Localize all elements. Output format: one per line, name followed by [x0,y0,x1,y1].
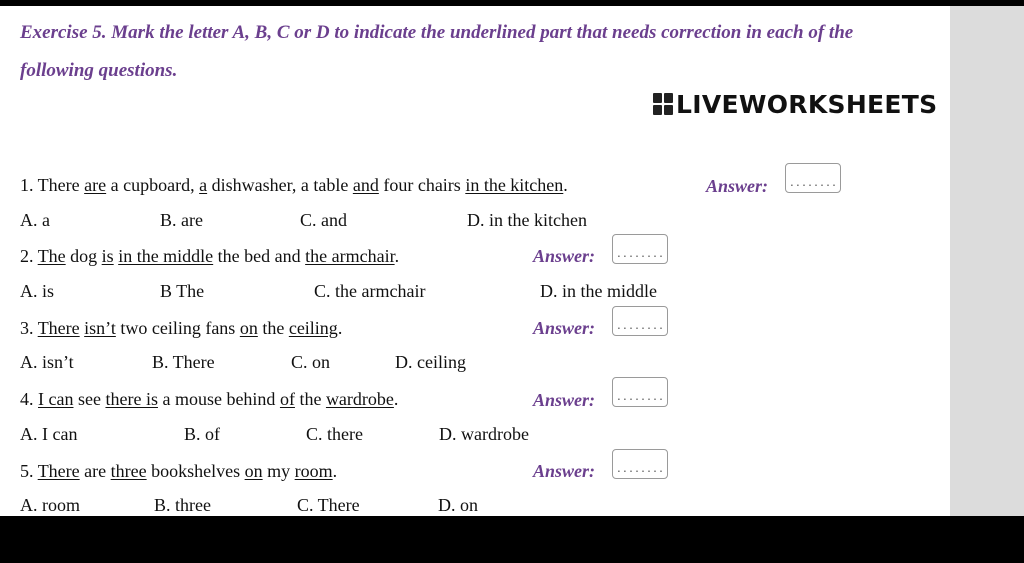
question-3: 3. There isn’t two ceiling fans on the ceiling. [20,318,343,338]
option-d-1: D. in the kitchen [467,210,587,230]
option-c-1: C. and [300,210,347,230]
option-c-4: C. there [306,424,363,444]
underlined-part: is [101,246,114,266]
answer-label-1: Answer: [706,176,769,196]
option-a-1: A. a [20,210,50,230]
underlined-part: in the middle [118,246,214,266]
underlined-part: in the kitchen [465,175,564,195]
underlined-part: a [199,175,208,195]
option-b-2: B The [160,281,205,301]
option-c-2: C. the armchair [314,281,426,301]
underlined-part: isn’t [84,318,116,338]
underlined-part: There [37,318,80,338]
underlined-part: on [239,318,258,338]
option-b-1: B. are [160,210,203,230]
underlined-part: the armchair [305,246,395,266]
underlined-part: three [110,461,147,481]
question-4: 4. I can see there is a mouse behind of the wardrobe. [20,389,399,409]
question-5: 5. There are three bookshelves on my room. [20,461,338,481]
underlined-part: The [37,246,66,266]
option-a-3: A. isn’t [20,352,74,372]
exercise-instructions: Exercise 5. Mark the letter A, B, C or D to indicate the underlined part that needs correction in each of the following questions. [20,22,854,81]
liveworksheets-logo [653,88,937,120]
option-a-5: A. room [20,495,80,515]
underlined-part: on [244,461,263,481]
question-2: 2. The dog is in the middle the bed and the armchair. [20,246,400,266]
option-b-3: B. There [152,352,215,372]
underlined-part: are [84,175,107,195]
answer-input-2[interactable]: ........ [612,234,668,264]
option-d-4: D. wardrobe [439,424,529,444]
question-1: 1. There are a cupboard, a dishwasher, a table and four chairs in the kitchen. [20,175,568,195]
option-d-5: D. on [438,495,478,515]
answer-label-4: Answer: [533,390,596,410]
worksheet-page [0,6,950,516]
answer-label-3: Answer: [533,318,596,338]
option-d-3: D. ceiling [395,352,466,372]
option-d-2: D. in the middle [540,281,657,301]
option-b-4: B. of [184,424,220,444]
option-c-5: C. There [297,495,360,515]
answer-label-2: Answer: [533,246,596,266]
liveworksheets-icon [653,93,673,115]
answer-input-5[interactable]: ........ [612,449,668,479]
underlined-part: and [352,175,379,195]
underlined-part: there is [105,389,158,409]
right-gutter [950,6,1024,516]
option-c-3: C. on [291,352,331,372]
answer-input-3[interactable]: ........ [612,306,668,336]
option-b-5: B. three [154,495,211,515]
underlined-part: wardrobe [325,389,394,409]
brand-name: LIVEWORKSHEETS [676,89,938,119]
answer-label-5: Answer: [533,461,596,481]
underlined-part: There [37,461,80,481]
answer-input-1[interactable]: ........ [785,163,841,193]
underlined-part: room [294,461,333,481]
option-a-4: A. I can [20,424,78,444]
underlined-part: of [279,389,295,409]
answer-input-4[interactable]: ........ [612,377,668,407]
underlined-part: ceiling [288,318,338,338]
underlined-part: I can [38,389,74,409]
option-a-2: A. is [20,281,55,301]
